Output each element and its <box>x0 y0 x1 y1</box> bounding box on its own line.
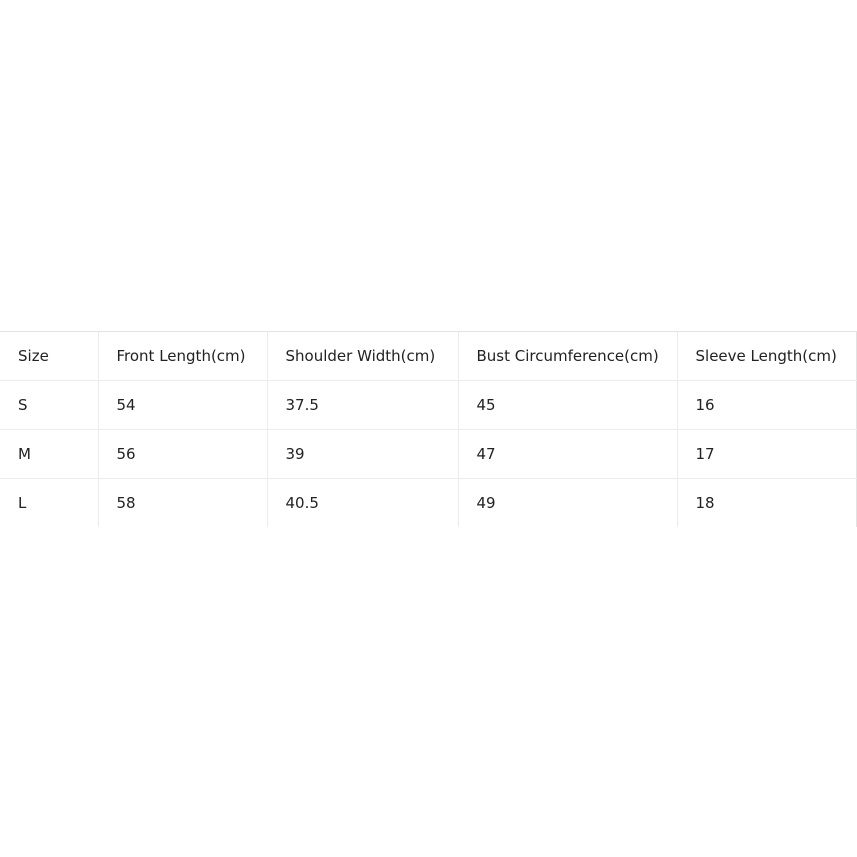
header-sleeve-length: Sleeve Length(cm) <box>677 332 856 381</box>
cell-size: S <box>0 381 98 430</box>
table-header-row <box>0 332 856 381</box>
cell-shoulder-width: 39 <box>267 430 458 479</box>
cell-shoulder-width: 37.5 <box>267 381 458 430</box>
table-row <box>0 430 856 479</box>
table-row <box>0 381 856 430</box>
header-size: Size <box>0 332 98 381</box>
cell-bust-circumference: 45 <box>458 381 677 430</box>
cell-size: M <box>0 430 98 479</box>
cell-sleeve-length: 18 <box>677 479 856 528</box>
cell-bust-circumference: 49 <box>458 479 677 528</box>
cell-front-length: 56 <box>98 430 267 479</box>
cell-sleeve-length: 16 <box>677 381 856 430</box>
size-chart-table <box>0 331 857 527</box>
header-bust-circumference: Bust Circumference(cm) <box>458 332 677 381</box>
cell-shoulder-width: 40.5 <box>267 479 458 528</box>
cell-sleeve-length: 17 <box>677 430 856 479</box>
header-shoulder-width: Shoulder Width(cm) <box>267 332 458 381</box>
cell-size: L <box>18 494 27 512</box>
cell-front-length: 58 <box>98 479 267 528</box>
table-row <box>0 479 856 528</box>
header-front-length: Front Length(cm) <box>98 332 267 381</box>
cell-bust-circumference: 47 <box>458 430 677 479</box>
cell-front-length: 54 <box>98 381 267 430</box>
